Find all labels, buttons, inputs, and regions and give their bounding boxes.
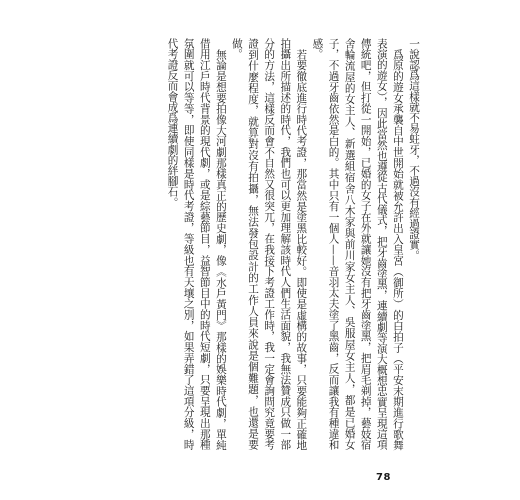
page-number: 78	[376, 472, 391, 483]
paragraph: 無論是想要拍像大河劇那樣真正的歷史劇，像《水戶黃門》那樣的娛樂時代劇，單純借用江戶時代背景的現代劇，或是綜藝節目，益智節目中的時代短劇，只要呈現出那種氛圍就可以等等，即使同樣是時代考證，等級也有天壤之別，如果弄錯了這項分級，時代考證反而會成爲連續劇的絆腳石。	[166, 38, 227, 450]
paragraph: 若要徹底進行時代考證，那當然是塗黑比較好。即使是虛構的故事，只要能夠正確地拍攝出所描述的時代，我們也可以更加理解該時代人們生活面貌，我無法贊成只做一部分的方法，這樣反而會不自然又很突兀，在我接下考證工作時，我一定會詢問究竟要考證到什麼程度，就算對沒有拍攝，無法發包設計的工作人員來說是個難題，也還是要做。	[230, 38, 308, 450]
paragraph: 一說認爲這樣就不易蛀牙，不過沒有經過證實。	[408, 38, 420, 261]
paragraph: 爲原的遊女承襲自中世開始就被允許出入皇宮（御所）的白拍子（平安末期進行歌舞表演的遊女），因此當然也遵從古代儀式，把牙齒塗黑，連續劇等演大概想忠實呈現這項傳統吧，但打從一開始，已婚的女子在外就讓她沒有把牙齒塗黑，把眉毛剃掉，藝妓宿舍輪流屋的女主人、新選組宿舍八木家與前川家女主人、吳服屋女主人，都是已婚女子，不過牙齒依然是白的。其中只有一個人——音羽太夫塗了黑齒，反而讓我有種違和感。	[311, 38, 404, 450]
vertical-text-block	[92, 38, 422, 450]
